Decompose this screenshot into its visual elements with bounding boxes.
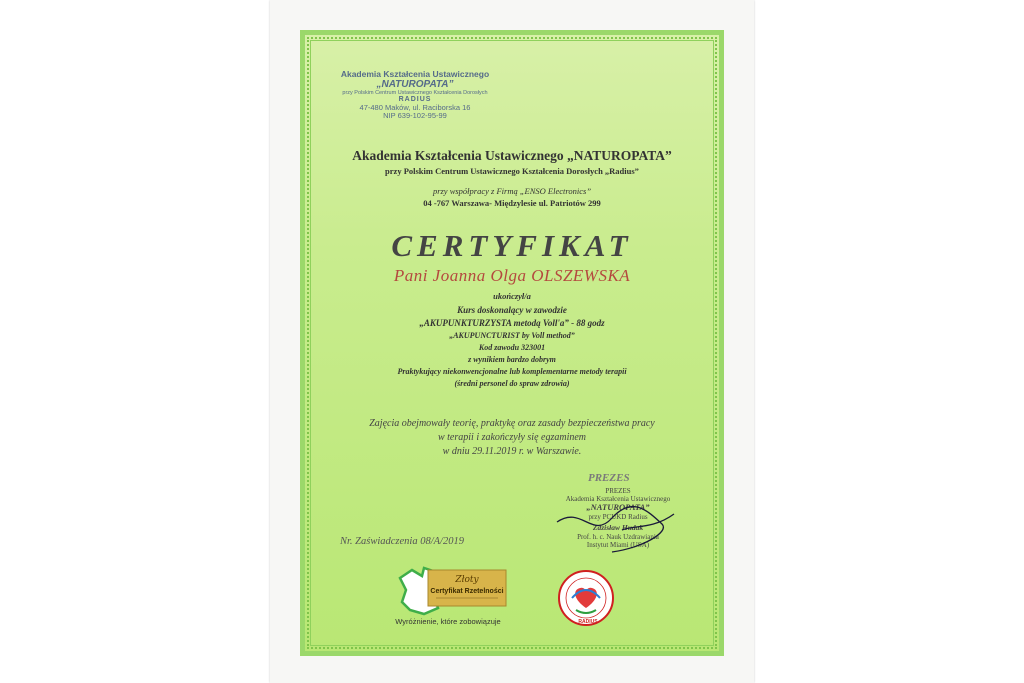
seal-label: RADIUS: [578, 619, 598, 625]
badge-script: Złoty: [455, 575, 479, 585]
description-line: Zajęcia obejmowały teorię, praktykę oraz zasady bezpieczeństwa pracy: [369, 418, 655, 429]
course-description: [310, 417, 714, 459]
stamp-line: Akademia Kształcenia Ustawicznego: [565, 495, 671, 504]
stamp-line: NIP 639-102-95-99: [383, 111, 447, 121]
signer-institute: Instytut Miami (USA): [586, 540, 650, 549]
finished-label: ukończył/a: [493, 291, 531, 301]
description-line: w dniu 29.11.2019 r. w Warszawie.: [442, 446, 582, 457]
course-line: Kurs doskonalący w zawodzie: [457, 305, 567, 315]
certificate-title: CERTYFIKAT: [391, 228, 633, 263]
institution-stamp: [340, 70, 490, 121]
course-name: „AKUPUNKTURZYSTA metodą Voll'a” - 88 godz: [419, 318, 605, 328]
recipient-name: Pani Joanna Olga OLSZEWSKA: [393, 266, 631, 285]
academy-heading: Akademia Kształcenia Ustawicznego „NATUROPATA”: [352, 148, 672, 163]
grade-line: z wynikiem bardzo dobrym: [468, 355, 556, 364]
cooperation-line: przy współpracy z Firmą „ENSO Electronics”: [432, 186, 592, 196]
stamp-line: 47-480 Maków, ul. Raciborska 16: [359, 103, 471, 113]
stamp-line: „NATUROPATA”: [376, 79, 454, 91]
description-line: w terapii i zakończyły się egzaminem: [437, 432, 587, 443]
course-name-english: „AKUPUNCTURIST by Voll method”: [449, 331, 575, 340]
badge-title: Certyfikat Rzetelności: [430, 588, 504, 595]
signature: [552, 500, 682, 560]
stamp-line: PREZES: [605, 487, 631, 495]
stamp-line: przy PCUKD Radius: [588, 512, 648, 521]
profession-code: Kod zawodu 323001: [478, 343, 546, 352]
stamp-line: RADIUS: [398, 96, 432, 104]
signer-title: Prof. h. c. Nauk Uzdrawiania: [577, 532, 659, 541]
badge-caption: Wyróżnienie, które zobowiązuje: [395, 617, 501, 626]
signer-name: Zdzisław Hudak: [592, 522, 644, 532]
personnel-line: (średni personel do spraw zdrowia): [454, 379, 570, 388]
practice-line: Praktykujący niekonwencjonalne lub komplementarne metody terapii: [397, 367, 627, 376]
centre-subheading: przy Polskim Centrum Ustawicznego Kształcenia Dorosłych „Radius”: [385, 166, 639, 176]
president-label: PREZES: [588, 472, 630, 484]
stamp-line: przy Polskim Centrum Ustawicznego Kształcenia Dorosłych: [342, 90, 488, 97]
cooperation-address: 04 -767 Warszawa- Międzylesie ul. Patriotów 299: [423, 198, 601, 208]
stamp-line: „NATUROPATA”: [586, 502, 650, 513]
reliability-badge: [398, 562, 518, 617]
stamp-line: Akademia Kształcenia Ustawicznego: [340, 69, 490, 79]
certificate-number: Nr. Zaświadczenia 08/A/2019: [340, 536, 464, 547]
